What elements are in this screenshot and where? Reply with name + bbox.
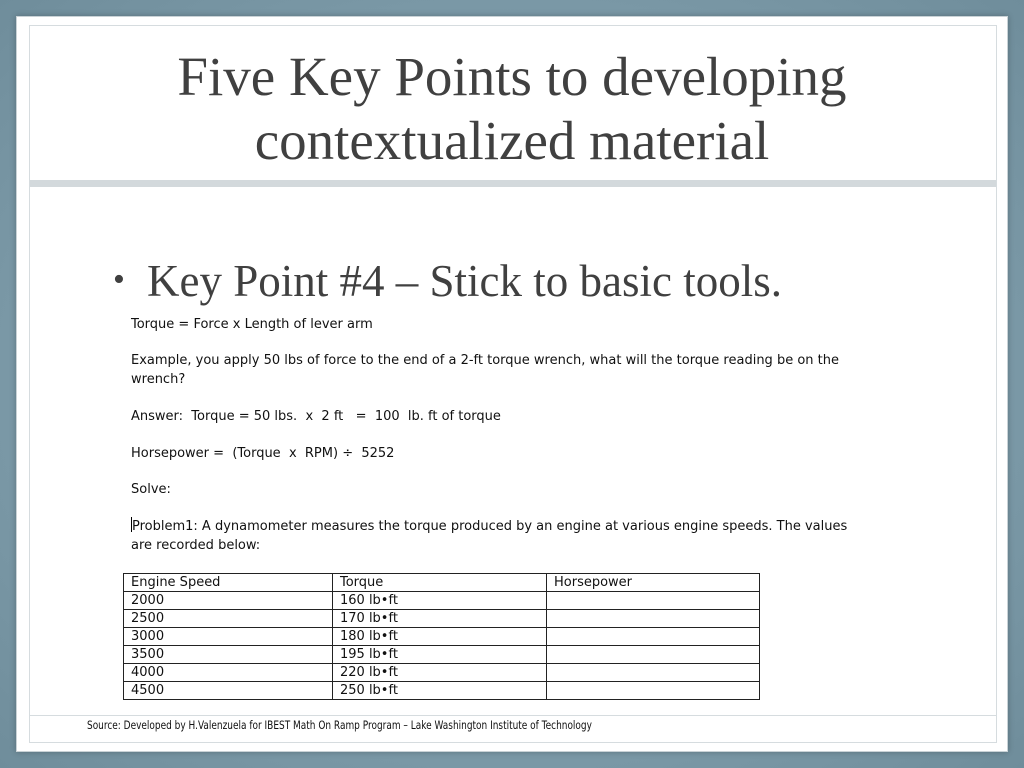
engine-speed-cell: 3000 <box>124 628 333 646</box>
table-row <box>124 646 760 664</box>
horsepower-cell <box>547 682 760 700</box>
slide-title <box>29 45 995 173</box>
title-line-1: Five Key Points to developing <box>177 46 847 107</box>
torque-cell: 195 lb•ft <box>333 646 547 664</box>
title-divider <box>30 180 996 187</box>
horsepower-formula: Horsepower = (Torque x RPM) ÷ 5252 <box>131 446 395 461</box>
table-header-row <box>124 574 760 592</box>
bullet-dot-icon: • <box>113 261 125 298</box>
problem-text: Problem1: A dynamometer measures the torque produced by an engine at various engine speeds. The values are recorded below: <box>131 519 848 553</box>
source-note: Source: Developed by H.Valenzuela for IBEST Math On Ramp Program – Lake Washington Institute of Technology <box>87 718 592 732</box>
table-row <box>124 592 760 610</box>
problem-paragraph <box>131 517 851 555</box>
engine-speed-cell: 2000 <box>124 592 333 610</box>
table-row <box>124 628 760 646</box>
torque-cell: 220 lb•ft <box>333 664 547 682</box>
solve-label: Solve: <box>131 482 171 497</box>
horsepower-cell <box>547 628 760 646</box>
slide <box>16 16 1008 752</box>
torque-cell: 160 lb•ft <box>333 592 547 610</box>
bullet-text: Key Point #4 – Stick to basic tools. <box>147 256 782 306</box>
engine-speed-cell: 3500 <box>124 646 333 664</box>
engine-data-table <box>123 573 760 700</box>
horsepower-cell <box>547 592 760 610</box>
header-engine-speed: Engine Speed <box>124 574 333 592</box>
horsepower-cell <box>547 646 760 664</box>
title-area <box>29 25 995 180</box>
engine-speed-cell: 4500 <box>124 682 333 700</box>
engine-speed-cell: 2500 <box>124 610 333 628</box>
header-horsepower: Horsepower <box>547 574 760 592</box>
example-text: Example, you apply 50 lbs of force to the end of a 2-ft torque wrench, what will the torque reading be on the wrench? <box>131 353 839 387</box>
torque-formula: Torque = Force x Length of lever arm <box>131 317 373 332</box>
engine-speed-cell: 4000 <box>124 664 333 682</box>
bullet-point <box>113 255 933 307</box>
torque-cell: 170 lb•ft <box>333 610 547 628</box>
table-row <box>124 610 760 628</box>
answer-text: Answer: Torque = 50 lbs. x 2 ft = 100 lb. ft of torque <box>131 409 501 424</box>
footer-divider <box>30 715 996 716</box>
torque-cell: 250 lb•ft <box>333 682 547 700</box>
title-line-2: contextualized material <box>254 110 770 171</box>
horsepower-cell <box>547 610 760 628</box>
table-row <box>124 682 760 700</box>
header-torque: Torque <box>333 574 547 592</box>
table-row <box>124 664 760 682</box>
horsepower-cell <box>547 664 760 682</box>
torque-cell: 180 lb•ft <box>333 628 547 646</box>
